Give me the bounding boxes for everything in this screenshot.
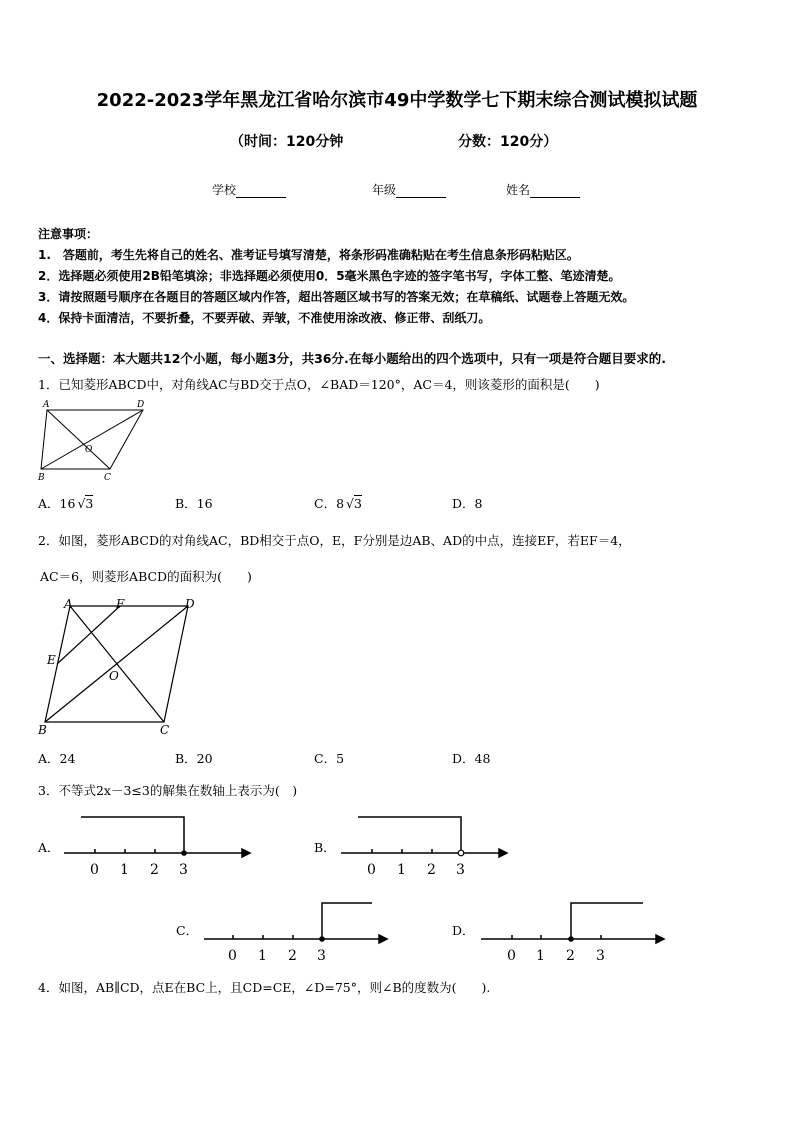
q1-option-c[interactable] <box>314 494 362 512</box>
exam-time: （时间：120分钟 <box>230 134 344 150</box>
exam-score: 分数：120分） <box>458 134 558 150</box>
tick-label: 3 <box>317 948 326 964</box>
hollow-point <box>458 850 464 856</box>
q3-option-b-label[interactable]: B． <box>314 840 336 855</box>
q2-option-b[interactable]: B．20 <box>175 751 213 766</box>
name-blank <box>530 185 580 198</box>
tick-label: 0 <box>507 948 516 964</box>
q3-option-c-label[interactable]: C． <box>176 923 199 938</box>
q1-option-d[interactable]: D．8 <box>452 496 483 511</box>
solid-point <box>181 850 187 856</box>
grade-label: 年级 <box>372 183 397 197</box>
q1-label-a: A <box>43 400 50 410</box>
tick-label: 1 <box>120 862 129 878</box>
solid-point <box>568 936 574 942</box>
tick-label: 2 <box>427 862 436 878</box>
section-heading: 一、选择题：本大题共12个小题，每小题3分，共36分.在每小题给出的四个选项中，只有一项是符合题目要求的. <box>38 351 666 366</box>
school-label: 学校 <box>212 183 237 197</box>
q1-option-a-text: A．16 <box>38 496 76 511</box>
grade-field <box>372 181 446 198</box>
tick-label: 0 <box>367 862 376 878</box>
arrow-icon <box>242 849 250 857</box>
tick-label: 1 <box>397 862 406 878</box>
notice-heading: 注意事项： <box>38 227 99 241</box>
q1-option-a-radicand: 3 <box>85 496 94 511</box>
q3-option-b-numberline <box>337 812 517 882</box>
solution-ray <box>571 903 643 939</box>
tick-label: 2 <box>566 948 575 964</box>
solution-ray <box>322 903 372 939</box>
school-blank <box>236 185 286 198</box>
arrow-icon <box>499 849 507 857</box>
q2-label-d: D <box>185 597 195 611</box>
tick-label: 3 <box>596 948 605 964</box>
q2-rhombus-figure <box>30 594 210 740</box>
solid-point <box>319 936 325 942</box>
q3-option-d-numberline <box>477 898 672 968</box>
q2-label-b: B <box>38 723 47 737</box>
question-2-line2: AC＝6，则菱形ABCD的面积为( ) <box>40 569 252 584</box>
arrow-icon <box>379 935 387 943</box>
q2-label-o: O <box>109 669 119 683</box>
question-3-text: 3．不等式2x－3≤3的解集在数轴上表示为( ) <box>38 783 298 798</box>
notice-item: 2．选择题必须使用2B铅笔填涂；非选择题必须使用0．5毫米黑色字迹的签字笔书写，字体工整、笔迹清楚。 <box>38 269 621 283</box>
tick-label: 2 <box>150 862 159 878</box>
q3-option-a-label[interactable]: A． <box>38 840 60 855</box>
q2-label-c: C <box>160 723 170 737</box>
tick-label: 0 <box>228 948 237 964</box>
question-2-line1: 2．如图，菱形ABCD的对角线AC，BD相交于点O，E，F分别是边AB、AD的中点，连接EF，若EF＝4， <box>38 533 631 548</box>
q2-label-e: E <box>47 653 56 667</box>
grade-blank <box>396 185 446 198</box>
tick-label: 1 <box>536 948 545 964</box>
page-title: 2022-2023学年黑龙江省哈尔滨市49中学数学七下期末综合测试模拟试题 <box>96 90 698 111</box>
school-field <box>212 181 286 198</box>
q3-option-d-label[interactable]: D． <box>452 923 475 938</box>
solution-ray <box>358 817 461 850</box>
tick-label: 1 <box>258 948 267 964</box>
question-1-text: 1．已知菱形ABCD中，对角线AC与BD交于点O，∠BAD＝120°，AC＝4，则该菱形的面积是( ) <box>38 377 600 392</box>
q3-option-a-numberline <box>60 812 255 882</box>
sqrt-symbol: √ <box>77 496 86 511</box>
q1-label-c: C <box>104 473 111 483</box>
solution-ray <box>81 817 184 853</box>
q2-option-c[interactable]: C．5 <box>314 751 345 766</box>
name-field <box>506 181 580 198</box>
q2-label-f: F <box>116 597 125 611</box>
q1-label-d: D <box>137 400 145 410</box>
question-4-text: 4．如图，AB∥CD，点E在BC上，且CD=CE，∠D=75°，则∠B的度数为( ). <box>38 980 491 995</box>
arrow-icon <box>656 935 664 943</box>
tick-label: 2 <box>288 948 297 964</box>
tick-label: 3 <box>179 862 188 878</box>
name-label: 姓名 <box>506 183 531 197</box>
tick-label: 0 <box>90 862 99 878</box>
q1-rhombus-figure <box>30 398 160 484</box>
q2-option-d[interactable]: D．48 <box>452 751 491 766</box>
q3-option-c-numberline <box>200 898 395 968</box>
q1-label-b: B <box>38 473 45 483</box>
tick-label: 3 <box>456 862 465 878</box>
notice-item: 1. 答题前，考生先将自己的姓名、准考证号填写清楚，将条形码准确粘贴在考生信息条形码粘贴区。 <box>38 248 579 262</box>
notice-item: 4．保持卡面清洁，不要折叠，不要弄破、弄皱，不准使用涂改液、修正带、刮纸刀。 <box>38 311 491 325</box>
q1-option-c-radicand: 3 <box>354 496 362 511</box>
sqrt-symbol: √ <box>346 496 354 511</box>
q1-option-a[interactable] <box>38 494 93 512</box>
q1-option-c-text: C．8 <box>314 496 345 511</box>
q1-label-o: O <box>85 445 93 455</box>
q2-option-a[interactable]: A．24 <box>38 751 76 766</box>
notice-item: 3．请按照题号顺序在各题目的答题区域内作答，超出答题区域书写的答案无效；在草稿纸、试题卷上答题无效。 <box>38 290 635 304</box>
q1-option-b[interactable]: B．16 <box>175 496 213 511</box>
q2-label-a: A <box>64 597 73 611</box>
